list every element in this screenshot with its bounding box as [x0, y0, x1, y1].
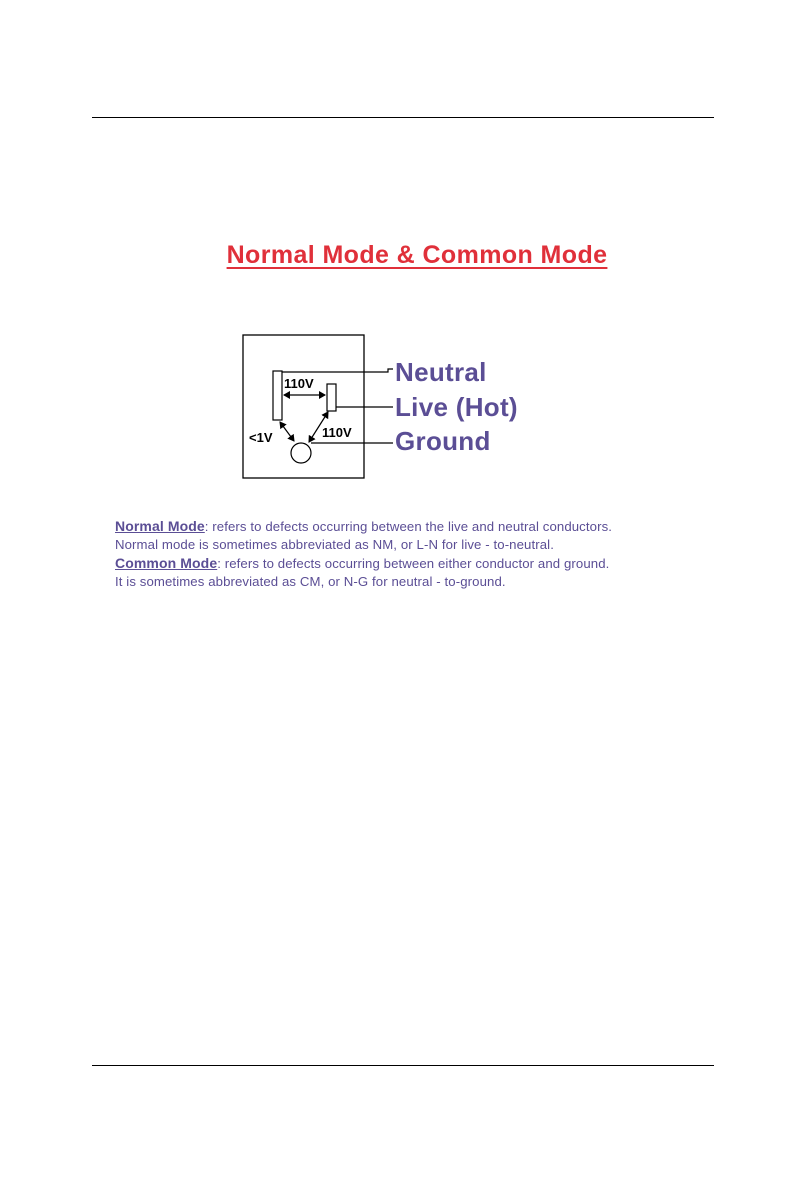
definitions-paragraph: [115, 517, 735, 591]
common-mode-definition: [115, 554, 735, 573]
voltage-neutral-live: 110V: [284, 376, 314, 391]
ground-hole: [291, 443, 311, 463]
normal-mode-abbrev: Normal mode is sometimes abbreviated as NM, or L-N for live - to-neutral.: [115, 537, 554, 552]
voltage-neutral-ground: <1V: [249, 430, 273, 445]
normal-mode-def-text: : refers to defects occurring between the live and neutral conductors.: [204, 519, 613, 534]
page-title: Normal Mode & Common Mode: [226, 241, 608, 269]
outlet-diagram: [230, 326, 550, 486]
voltage-live-ground: 110V: [322, 425, 352, 440]
neutral-slot: [273, 371, 282, 420]
label-neutral: Neutral: [395, 357, 487, 387]
normal-mode-definition: [115, 517, 735, 536]
label-live: Live (Hot): [395, 392, 518, 422]
outlet-diagram-svg: [230, 326, 550, 486]
common-mode-term: Common Mode: [115, 555, 218, 571]
header-rule: [92, 117, 714, 118]
common-mode-def-text: : refers to defects occurring between either conductor and ground.: [217, 556, 610, 571]
normal-mode-term: Normal Mode: [115, 518, 205, 534]
live-slot: [327, 384, 336, 411]
label-ground: Ground: [395, 426, 491, 456]
common-mode-abbrev: It is sometimes abbreviated as CM, or N-G for neutral - to-ground.: [115, 574, 506, 589]
footer-rule: [92, 1065, 714, 1066]
